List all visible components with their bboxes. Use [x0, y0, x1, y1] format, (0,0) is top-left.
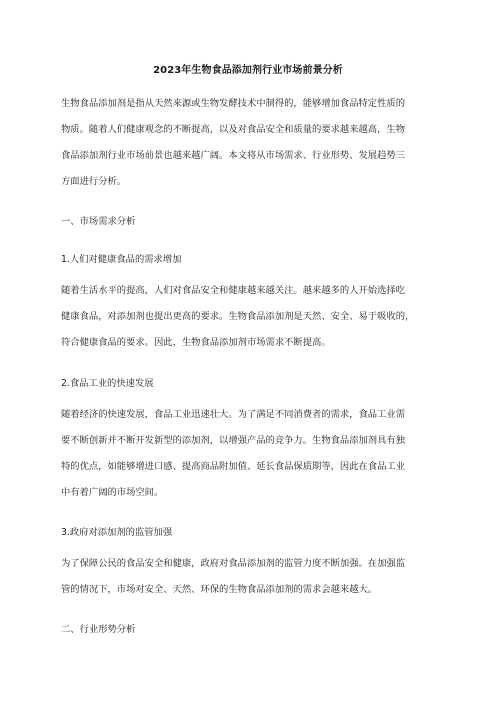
- intro-line: 物质。随着人们健康观念的不断提高，以及对食品安全和质量的要求越来越高，生物: [61, 124, 405, 135]
- subheading-health-demand: 1.人们对健康食品的需求增加: [61, 254, 182, 265]
- intro-line: 方面进行分析。: [61, 176, 127, 187]
- body-line: 中有着广阔的市场空间。: [61, 487, 164, 498]
- body-line: 随着经济的快速发展，食品工业迅速壮大。为了满足不同消费者的需求，食品工业需: [61, 409, 405, 420]
- intro-paragraph: [61, 91, 441, 195]
- body-line: 为了保障公民的食品安全和健康，政府对食品添加剂的监管力度不断加强。在加强监: [61, 558, 405, 569]
- section-heading-market-demand: 一、市场需求分析: [61, 216, 136, 227]
- section-heading-industry-situation: 二、行业形势分析: [61, 624, 136, 635]
- body-line: 符合健康食品的要求。因此，生物食品添加剂市场需求不断提高。: [61, 337, 331, 348]
- body-line: 管的情况下，市场对安全、天然、环保的生物食品添加剂的需求会越来越大。: [61, 584, 378, 595]
- paragraph-health-demand: [61, 278, 441, 356]
- paragraph-government-regulation: [61, 551, 441, 603]
- intro-line: 生物食品添加剂是指从天然来源或生物发酵技术中制得的，能够增加食品特定性质的: [61, 98, 405, 109]
- document-title: 2023年生物食品添加剂行业市场前景分析: [153, 65, 343, 76]
- body-line: 特的优点，如能够增进口感、提高商品附加值、延长食品保质期等，因此在食品工业: [61, 461, 405, 472]
- paragraph-food-industry: [61, 402, 441, 506]
- body-line: 随着生活水平的提高，人们对食品安全和健康越来越关注。越来越多的人开始选择吃: [61, 285, 405, 296]
- subheading-food-industry: 2.食品工业的快速发展: [61, 378, 154, 389]
- body-line: 健康食品，对添加剂也提出更高的要求。生物食品添加剂是天然、安全、易于吸收的，: [61, 311, 415, 322]
- subheading-government-regulation: 3.政府对添加剂的监管加强: [61, 527, 173, 538]
- body-line: 要不断创新并不断开发新型的添加剂，以增强产品的竞争力。生物食品添加剂具有独: [61, 435, 405, 446]
- intro-line: 食品添加剂行业市场前景也越来越广阔。本文将从市场需求、行业形势、发展趋势三: [61, 150, 405, 161]
